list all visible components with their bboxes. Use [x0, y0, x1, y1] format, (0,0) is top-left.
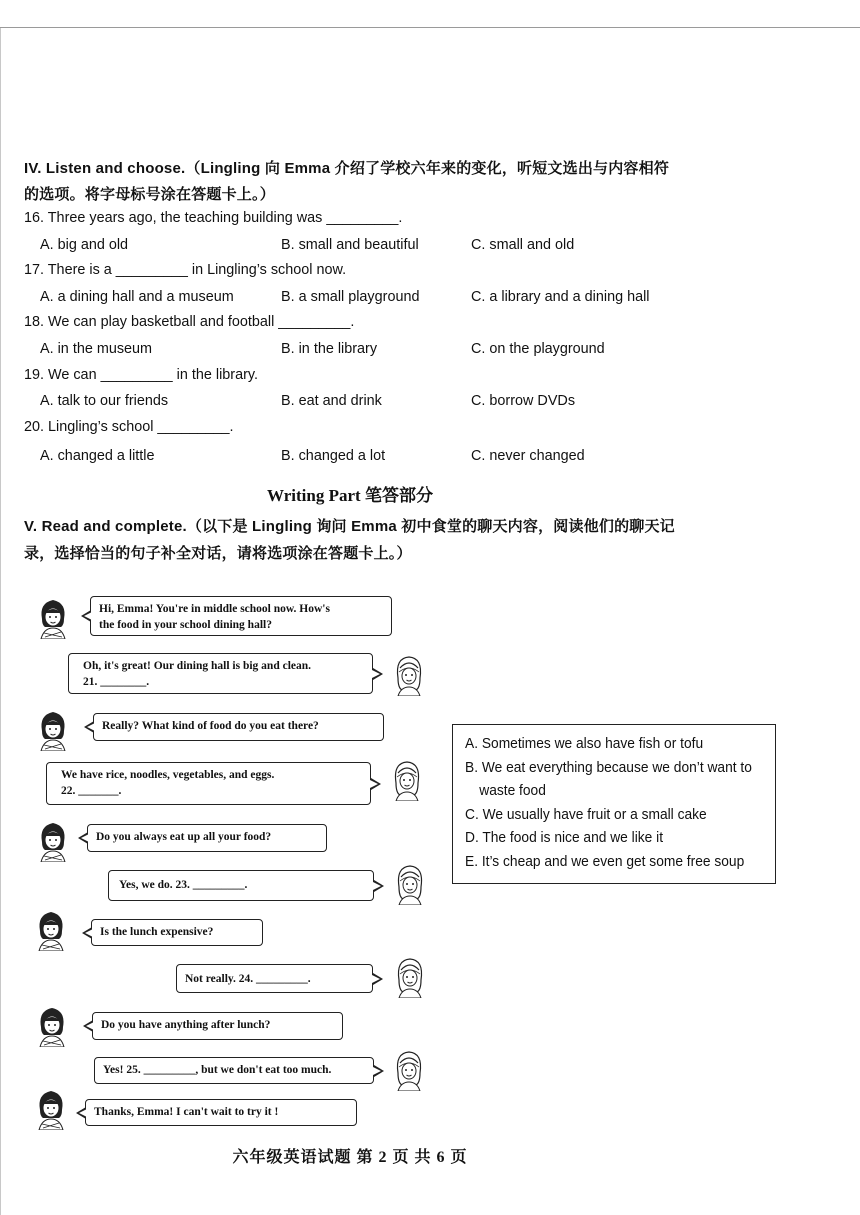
option-b-continued: waste food [479, 783, 546, 799]
question-17-stem: 17. There is a _________ in Lingling’s school now. [24, 261, 347, 278]
chat-bubble-lingling [90, 596, 392, 636]
question-19-option-a: A. talk to our friends [40, 392, 169, 409]
lingling-avatar [35, 1003, 69, 1047]
question-16-option-c: C. small and old [471, 236, 575, 253]
question-16-option-a: A. big and old [40, 236, 129, 253]
question-20-option-a: A. changed a little [40, 447, 155, 464]
chat-line: the food in your school dining hall? [99, 619, 272, 631]
chat-line-blank-23: Yes, we do. 23. _________. [119, 879, 248, 891]
chat-line: Hi, Emma! You're in middle school now. How's [99, 603, 330, 615]
chat-line: Do you always eat up all your food? [96, 831, 272, 843]
chat-bubble-emma [108, 870, 374, 901]
question-17-option-c: C. a library and a dining hall [471, 288, 650, 305]
chat-bubble-emma [94, 1057, 374, 1084]
chat-bubble-emma [46, 762, 371, 805]
chat-line-blank-25: Yes! 25. _________, but we don't eat too much. [103, 1064, 332, 1076]
page-footer: 六年级英语试题 第 2 页 共 6 页 [232, 1149, 468, 1166]
chat-bubble-lingling [85, 1099, 357, 1126]
question-16-option-b: B. small and beautiful [281, 236, 419, 253]
top-border-line [0, 27, 860, 28]
option-a: A. Sometimes we also have fish or tofu [465, 736, 704, 752]
option-b: B. We eat everything because we don’t want to [465, 759, 752, 776]
emma-avatar [392, 1047, 426, 1091]
question-20-option-b: B. changed a lot [281, 447, 386, 464]
question-20-stem: 20. Lingling’s school _________. [24, 418, 234, 435]
question-19-option-b: B. eat and drink [281, 392, 382, 409]
section5-heading-line2: 录，选择恰当的句子补全对话，请将选项涂在答题卡上。） [24, 545, 412, 562]
lingling-avatar [34, 907, 68, 951]
chat-bubble-lingling [93, 713, 384, 741]
question-17-option-a: A. a dining hall and a museum [40, 288, 234, 305]
question-19-stem: 19. We can _________ in the library. [24, 366, 259, 383]
chat-line-blank-24: Not really. 24. _________. [185, 973, 311, 985]
chat-line: Really? What kind of food do you eat there? [102, 720, 319, 732]
chat-line-blank-22: 22. _______. [61, 785, 122, 797]
question-16-stem: 16. Three years ago, the teaching building was _________. [24, 209, 403, 226]
chat-bubble-lingling [92, 1012, 343, 1040]
chat-bubble-emma [176, 964, 373, 993]
question-19-option-c: C. borrow DVDs [471, 392, 576, 409]
answer-options-box [452, 724, 776, 884]
emma-avatar [393, 954, 427, 998]
lingling-avatar [36, 818, 70, 862]
chat-bubble-lingling [87, 824, 327, 852]
chat-line-blank-21: 21. ________. [83, 676, 150, 688]
chat-bubble-lingling [91, 919, 263, 946]
emma-avatar [390, 757, 424, 801]
question-18-option-c: C. on the playground [471, 340, 605, 357]
chat-bubble-emma [68, 653, 373, 694]
chat-line: We have rice, noodles, vegetables, and eggs. [61, 769, 275, 781]
question-18-option-b: B. in the library [281, 340, 378, 357]
emma-avatar [392, 652, 426, 696]
option-c: C. We usually have fruit or a small cake [465, 806, 707, 823]
left-border-line [0, 28, 1, 1215]
question-18-stem: 18. We can play basketball and football _________. [24, 313, 355, 330]
lingling-avatar [36, 595, 70, 639]
question-17-option-b: B. a small playground [281, 288, 420, 305]
chat-line: Is the lunch expensive? [100, 926, 214, 938]
section4-heading-line2: 的选项。将字母标号涂在答题卡上。） [24, 186, 275, 203]
chat-line: Do you have anything after lunch? [101, 1019, 271, 1031]
chat-line: Thanks, Emma! I can't wait to try it ! [94, 1106, 279, 1118]
writing-part-title: Writing Part 笔答部分 [267, 486, 433, 505]
section5-heading-line1: V. Read and complete.（以下是 Lingling 询问 Emma 初中食堂的聊天内容，阅读他们的聊天记 [24, 518, 675, 535]
question-18-option-a: A. in the museum [40, 340, 153, 357]
option-d: D. The food is nice and we like it [465, 830, 664, 846]
emma-avatar [393, 861, 427, 905]
chat-line: Oh, it's great! Our dining hall is big and clean. [83, 660, 312, 672]
lingling-avatar [34, 1086, 68, 1130]
section4-heading-line1: IV. Listen and choose.（Lingling 向 Emma 介绍了学校六年来的变化，听短文选出与内容相符 [24, 160, 670, 177]
question-20-option-c: C. never changed [471, 447, 585, 464]
option-e: E. It’s cheap and we even get some free soup [465, 853, 745, 870]
lingling-avatar [36, 707, 70, 751]
